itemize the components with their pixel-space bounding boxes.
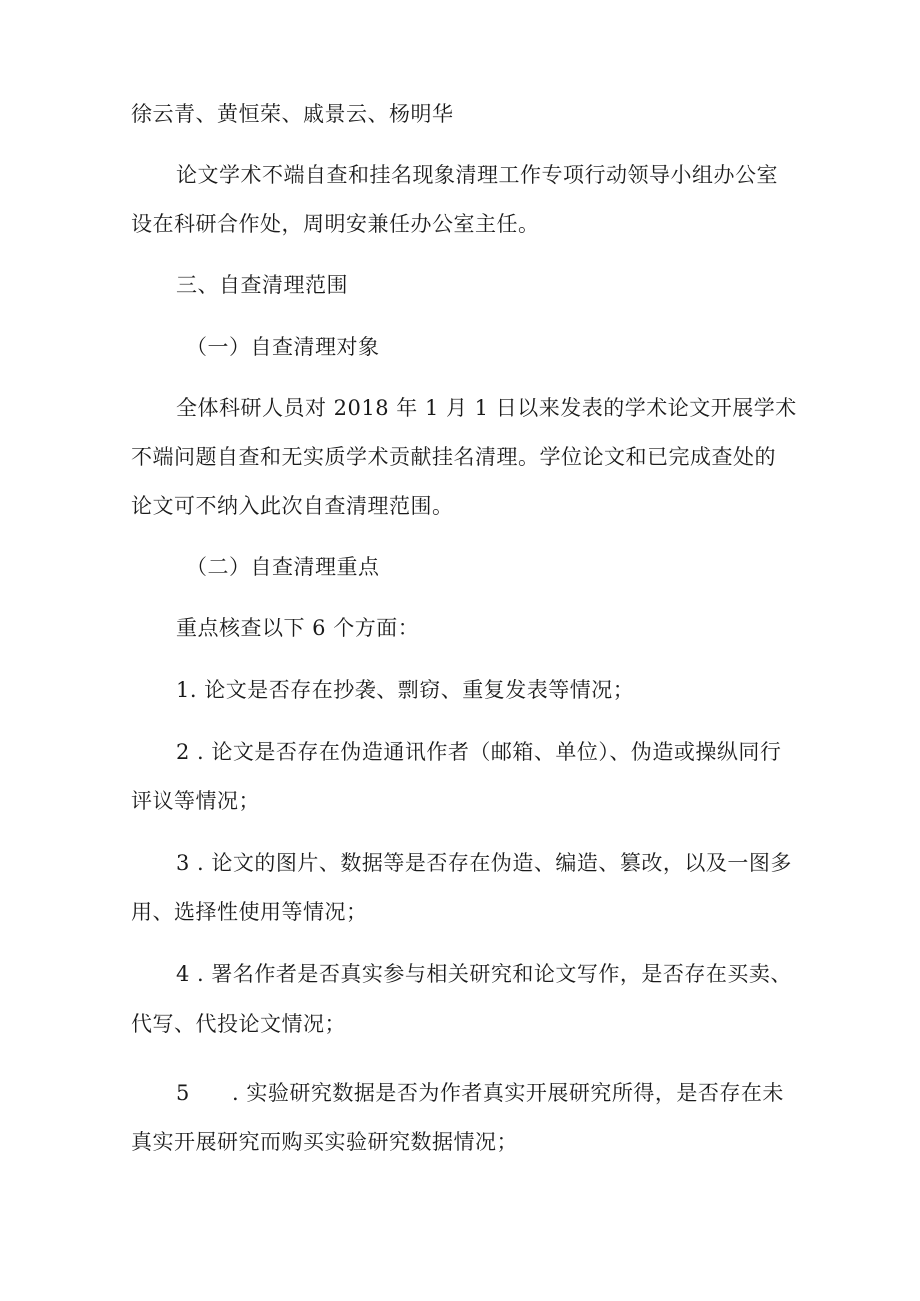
list-item-4-line-1: 4 . 署名作者是否真实参与相关研究和论文写作，是否存在买卖、 — [176, 962, 792, 986]
text-line-targets-2: 不端问题自查和无实质学术贡献挂名清理。学位论文和已完成查处的 — [131, 445, 776, 469]
list-item-2-line-2: 评议等情况； — [131, 789, 260, 813]
text-line-committee-members: 徐云青、黄恒荣、戚景云、杨明华 — [131, 102, 454, 126]
text-line-office-2: 设在科研合作处，周明安兼任办公室主任。 — [131, 212, 540, 236]
subsection-heading-focus: （二）自查清理重点 — [186, 555, 380, 579]
list-item-3-line-2: 用、选择性使用等情况； — [131, 900, 368, 924]
text-line-targets-3: 论文可不纳入此次自查清理范围。 — [131, 494, 454, 518]
text-line-targets-1: 全体科研人员对 2018 年 1 月 1 日以来发表的学术论文开展学术 — [176, 396, 797, 420]
subsection-heading-targets: （一）自查清理对象 — [186, 335, 380, 359]
list-item-5-number: 5 — [176, 1081, 190, 1105]
text-line-office-1: 论文学术不端自查和挂名现象清理工作专项行动领导小组办公室 — [176, 163, 778, 187]
list-item-1: 1. 论文是否存在抄袭、剽窃、重复发表等情况； — [176, 678, 635, 702]
list-item-5-line-2: 真实开展研究而购买实验研究数据情况； — [131, 1130, 518, 1154]
list-item-5-line-1: . 实验研究数据是否为作者真实开展研究所得，是否存在未 — [232, 1081, 784, 1105]
section-heading-scope: 三、自查清理范围 — [176, 273, 348, 297]
list-item-2-line-1: 2 . 论文是否存在伪造通讯作者（邮箱、单位）、伪造或操纵同行 — [176, 740, 782, 764]
list-item-4-line-2: 代写、代投论文情况； — [131, 1012, 346, 1036]
text-line-focus-intro: 重点核查以下 6 个方面： — [176, 616, 420, 640]
list-item-3-line-1: 3 . 论文的图片、数据等是否存在伪造、编造、篡改，以及一图多 — [176, 851, 792, 875]
